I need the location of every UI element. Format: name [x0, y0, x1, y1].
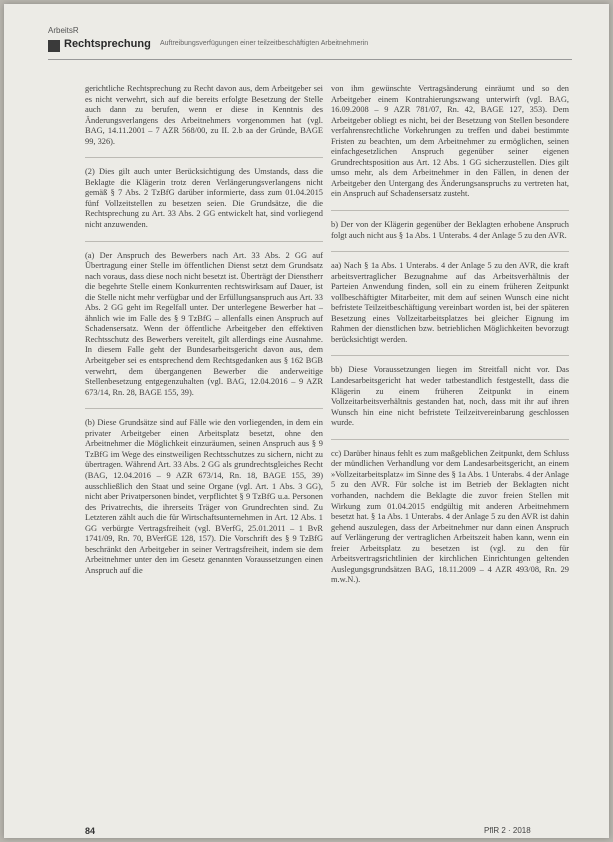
document-page: [4, 4, 609, 838]
right-column: [331, 84, 569, 596]
paragraph: aa) Nach § 1a Abs. 1 Unterabs. 4 der Anlage 5 zu den AVR, die kraft arbeitsvertraglicher Bezugnahme auf das Arbeitsverhältnis der Parteien Anwendung finden, soll ein zu einem früheren Zeitpunkt vollbeschäftigter Mitarbeiter, mit dem auf seinen Wunsch eine nicht befristete Teilzeitbeschäftigung vereinbart worden ist, bei der späteren Besetzung eines Vollzeitarbeitsplatzes bei gleicher Eignung im Rahmen der dienstlichen bzw. betrieblichen Möglichkeiten bevorzugt berücksichtigt werden.: [331, 251, 569, 345]
section-label: ArbeitsR: [48, 26, 79, 35]
paragraph: (b) Diese Grundsätze sind auf Fälle wie den vorliegenden, in dem ein privater Arbeitgeber einen Arbeitsplatz besetzt, ohne den Arbeitnehmer die Möglichkeit einzuräumen, seinen Anspruch aus § 9 TzBfG im Wege des einstweiligen Rechtsschutzes zu sichern, nicht zu übertragen. Während Art. 33 Abs. 2 GG als grundrechtsgleiches Recht (BAG, 12.04.2016 – 9 AZR 673/14, Rn. 18, BAGE 155, 39) ausschließlich den Staat und seine Organe (vgl. Art. 1 Abs. 3 GG), nicht aber Privatpersonen bindet, verpflichtet § 9 TzBfG u.a. Personen des Privatrechts, die ihrerseits Träger von Grundrechten sind. Zu Letzteren zählt auch die für Wirtschaftsunternehmen in Art. 12 Abs. 1 GG verbürgte Vertragsfreiheit (vgl. BVerfG, 25.01.2011 – 1 BvR 1741/09, Rn. 70, BVerfGE 128, 157). Die Vorschrift des § 9 TzBfG beschränkt den Arbeitgeber in seiner Vertragsfreiheit, indem sie dem Arbeitnehmer unter den im Gesetz genannten Voraussetzungen einen Anspruch auf die: [85, 408, 323, 576]
header-divider: [48, 59, 572, 60]
paragraph: gerichtliche Rechtsprechung zu Recht davon aus, dem Arbeitgeber sei es nicht verwehrt, sich auf die bereits erfolgte Besetzung der Stelle auch dann zu berufen, wenn er diese in Kenntnis des Änderungsverlangens des Arbeitnehmers vorgenommen hat (vgl. BAG, 14.11.2001 – 7 AZR 568/00, zu II. 2.b aa der Gründe, BAGE 99, 326).: [85, 84, 323, 146]
paragraph: cc) Darüber hinaus fehlt es zum maßgeblichen Zeitpunkt, dem Schluss der mündlichen Verhandlung vor dem Landesarbeitsgericht, an einem »Vollzeitarbeitsplatz« im Sinne des § 1a Abs. 1 Unterabs. 4 der Anlage 5 zu den AVR. Für solche ist im Betrieb der Beklagten nicht vorhanden, nachdem die Beklagte die zuvor freien Stellen mit Wirkung zum 01.04.2015 endgültig mit anderen Arbeitnehmern besetzt hat. § 1a Abs. 1 Unterabs. 4 der Anlage 5 zu den AVR ist dahin gehend auszulegen, dass der Arbeitnehmer nur dann einen Anspruch auf Verlängerung der vertraglichen Arbeitszeit haben kann, wenn ein freier Arbeitsplatz zu besetzen ist (vgl. zu den für Arbeitsvertragsrichtlinien der kirchlichen Einrichtungen geltenden Auslegungsgrundsätzen BAG, 18.11.2009 – 4 AZR 493/08, Rn. 29 m.w.N.).: [331, 439, 569, 586]
paragraph: von ihm gewünschte Vertragsänderung einräumt und so den Arbeitgeber einem Kontrahierungszwang unterwirft (vgl. BAG, 16.09.2008 – 9 AZR 781/07, Rn. 42, BAGE 127, 353). Dem Arbeitgeber obliegt es nicht, bei der Besetzung von Stellen besondere verfahrensrechtliche Vorkehrungen zu treffen und dabei bestimmte Fristen zu beachten, um dem Arbeitnehmer zu ermöglichen, seinen einfachgesetzlichen Anspruch gegenüber seiner eigenen Grundrechtsposition aus Art. 12 Abs. 1 GG sicherzustellen. Dies gilt umso mehr, als dem Arbeitnehmer in den Fällen, in denen der Arbeitgeber den Untergang des Änderungsanspruchs zu vertreten hat, ein Anspruch auf Schadensersatz zusteht.: [331, 84, 569, 199]
page-number: 84: [85, 826, 96, 836]
header-title: Rechtsprechung: [64, 38, 151, 50]
header-subtitle: Auftreibungsverfügungen einer teilzeitbeschäftigten Arbeitnehmerin: [160, 40, 369, 47]
journal-issue: PflR 2 · 2018: [484, 826, 531, 835]
paragraph: (a) Der Anspruch des Bewerbers nach Art. 33 Abs. 2 GG auf Übertragung einer Stelle im öffentlichen Dienst setzt dem Grundsatz nach voraus, dass diese noch nicht besetzt ist. Überträgt der Dienstherr die begehrte Stelle einem Konkurrenten rechtswirksam auf Dauer, ist die Stelle nicht mehr verfügbar und der Erfüllungsanspruch aus Art. 33 Abs. 2 GG geht im Regelfall unter. Der unterlegene Bewerber hat – ähnlich wie im Falle des § 9 TzBfG – allenfalls einen Anspruch auf Schadensersatz. Wenn der öffentliche Arbeitgeber den effektiven Rechtsschutz des Bewerbers vereitelt, gilt allerdings eine Ausnahme. In diesem Falle geht der Bundesarbeitsgericht davon aus, dem Arbeitgeber sei es entsprechend dem Rechtsgedanken aus § 162 BGB verwehrt, dem übergangenen Bewerber die anderweitige Stellenbesetzung entgegenzuhalten (vgl. BAG, 12.04.2016 – 9 AZR 673/14, Rn. 28, BAGE 155, 39).: [85, 241, 323, 399]
header-marker: [48, 40, 60, 52]
paragraph: b) Der von der Klägerin gegenüber der Beklagten erhobene Anspruch folgt auch nicht aus § 1a Abs. 1 Unterabs. 4 der Anlage 5 zu den AVR.: [331, 210, 569, 241]
paragraph: (2) Dies gilt auch unter Berücksichtigung des Umstands, dass die Beklagte die Klägerin trotz deren Verlängerungsverlangens nicht gemäß § 7 Abs. 2 TzBfG darüber informierte, dass zum 01.04.2015 fünf Vollzeitstellen zu besetzen seien. Die Grundsätze, die die Rechtsprechung zu Art. 33 Abs. 2 GG entwickelt hat, sind vorliegend nicht anzuwenden.: [85, 157, 323, 230]
left-column: [85, 84, 323, 586]
paragraph: bb) Diese Voraussetzungen liegen im Streitfall nicht vor. Das Landesarbeitsgericht hat weder tatbestandlich festgestellt, dass die Klägerin zu einem früheren Zeitpunkt in einem Vollzeitarbeitsverhältnis gestanden hat, noch, dass mit ihr auf ihren Wunsch hin eine nicht befristete Teilzeitvereinbarung geschlossen wurde.: [331, 355, 569, 428]
page-header: [48, 38, 568, 54]
